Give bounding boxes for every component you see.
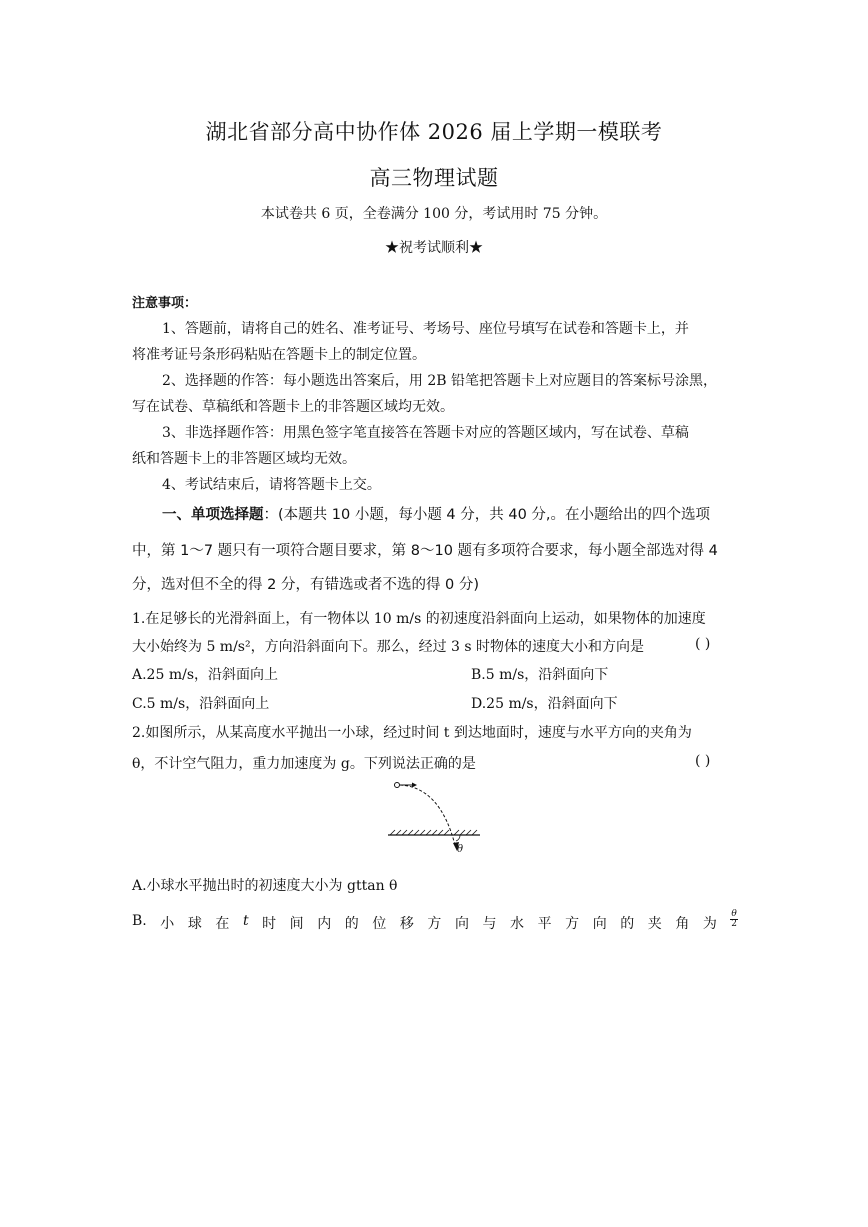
q2-option-b-char: 位 (372, 916, 387, 932)
trajectory (400, 785, 455, 845)
q2-option-b-char: 平 (537, 916, 552, 932)
notice-item-1-line1: 1、答题前，请将自己的姓名、准考证号、考场号、座位号填写在试卷和答题卡上，并 (162, 321, 689, 337)
exam-info: 本试卷共 6 页，全卷满分 100 分，考试用时 75 分钟。 (260, 206, 608, 222)
q1-option-c: C.5 m/s，沿斜面向上 (132, 696, 270, 712)
q1-answer-bracket: ( ) (695, 636, 711, 652)
q2-option-b-char: 在 (215, 916, 230, 932)
section-1-desc: ：(本题共 10 小题，每小题 4 分，共 40 分,。在小题给出的四个选项 (263, 507, 711, 523)
q2-stem-line1: 2.如图所示，从某高度水平抛出一小球，经过时间 t 到达地面时，速度与水平方向的夹角为 (132, 725, 692, 741)
q2-option-b-char: 向 (592, 916, 607, 932)
notice-item-1-line2: 将准考证号条形码粘贴在答题卡上的制定位置。 (132, 347, 426, 363)
q2-option-b-char: 移 (399, 916, 414, 932)
notice-item-2-line1: 2、选择题的作答：每小题选出答案后，用 2B 铅笔把答题卡上对应题目的答案标号涂黑， (162, 373, 718, 389)
q2-option-b-char: 间 (289, 916, 304, 932)
q1-option-b: B.5 m/s，沿斜面向下 (471, 667, 609, 683)
section-1-heading: 一、单项选择题 (162, 507, 264, 523)
subject-title: 高三物理试题 (369, 166, 499, 190)
section-1-line2: 中，第 1～7 题只有一项符合题目要求，第 8～10 题有多项符合要求，每小题全部选对得 4 (132, 543, 718, 559)
projectile-figure (380, 775, 490, 860)
q2-option-b-char: 内 (317, 916, 332, 932)
q2-option-b-char: 为 (702, 916, 717, 932)
q2-option-b-char: B. (132, 913, 147, 929)
q2-option-b-char: 水 (510, 916, 525, 932)
q2-option-b-char: 与 (482, 916, 497, 932)
notice-heading: 注意事项： (132, 296, 198, 311)
q2-option-b-char: t (242, 913, 249, 929)
q1-option-d: D.25 m/s，沿斜面向下 (471, 696, 618, 712)
notice-item-4: 4、考试结束后，请将答题卡上交。 (162, 477, 381, 493)
q1-option-a: A.25 m/s，沿斜面向上 (132, 667, 279, 683)
q1-stem-line1: 1.在足够长的光滑斜面上，有一物体以 10 m/s 的初速度沿斜面向上运动，如果物体的加速度 (132, 611, 706, 627)
q2-option-b-char: 夹 (647, 916, 662, 932)
theta-label: θ (457, 844, 464, 855)
exam-title: 湖北省部分高中协作体 2026 届上学期一模联考 (205, 120, 663, 144)
fraction-numerator: θ (731, 909, 737, 919)
q2-option-b-char: 时 (262, 916, 277, 932)
q2-stem-line2: θ，不计空气阻力，重力加速度为 g。下列说法正确的是 (132, 756, 476, 772)
q2-option-b-char: 向 (454, 916, 469, 932)
ground-hatching (390, 830, 477, 835)
q2-option-b (132, 909, 738, 933)
q2-option-a: A.小球水平抛出时的初速度大小为 gttan θ (132, 878, 398, 894)
section-1-line3: 分，选对但不全的得 2 分，有错选或者不选的得 0 分) (132, 577, 480, 593)
section-1-line1 (162, 503, 710, 524)
q2-option-b-char: 小 (160, 916, 175, 932)
q2-option-b-char: 方 (565, 916, 580, 932)
q2-option-b-char: 的 (344, 916, 359, 932)
fraction-denominator: 2 (731, 919, 737, 929)
q2-option-b-char: 方 (427, 916, 442, 932)
notice-item-3-line2: 纸和答题卡上的非答题区域均无效。 (132, 451, 356, 467)
ball (395, 783, 400, 788)
q2-answer-bracket: ( ) (695, 753, 711, 769)
q1-stem-line2: 大小始终为 5 m/s²，方向沿斜面向下。那么，经过 3 s 时物体的速度大小和方向是 (132, 639, 645, 655)
notice-item-3-line1: 3、非选择题作答：用黑色签字笔直接答在答题卡对应的答题区域内，写在试卷、草稿 (162, 425, 689, 441)
q2-option-b-char: 球 (187, 916, 202, 932)
q2-option-b-char: 角 (675, 916, 690, 932)
q2-option-b-char: 的 (620, 916, 635, 932)
exam-wish: ★祝考试顺利★ (385, 240, 483, 256)
angle-arc (456, 835, 460, 841)
notice-item-2-line2: 写在试卷、草稿纸和答题卡上的非答题区域均无效。 (132, 399, 454, 415)
q2-option-b-fraction (730, 910, 737, 930)
